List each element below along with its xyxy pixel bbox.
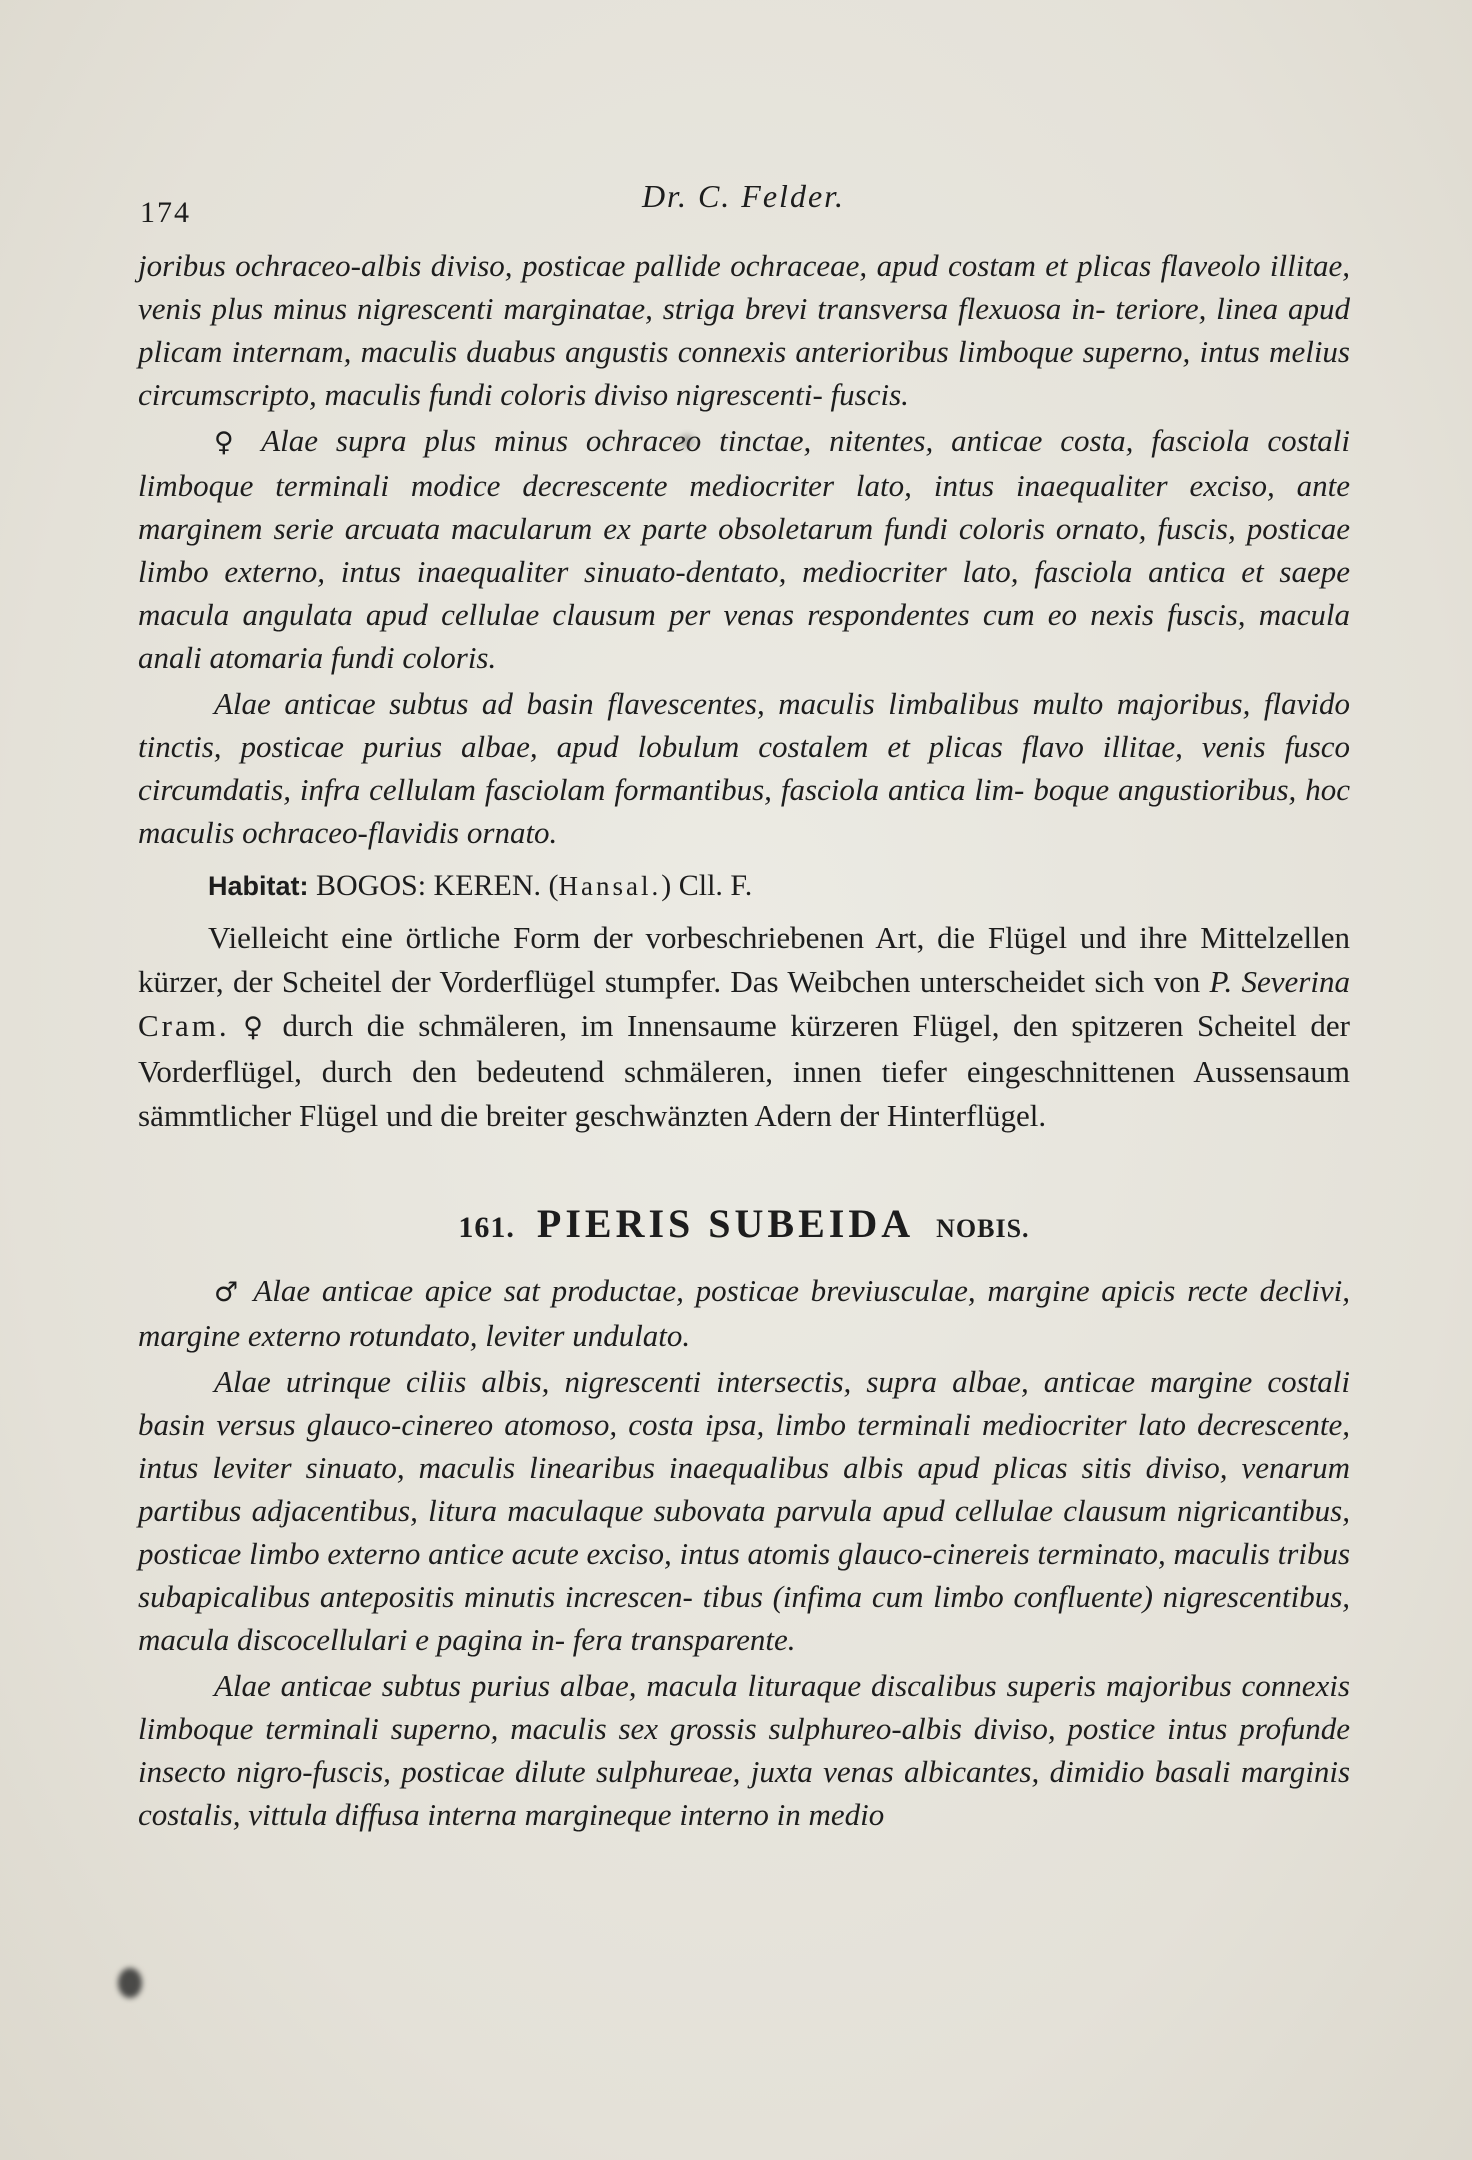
- text-line: eo nexis fuscis, macula anali atomaria fundi coloris.: [138, 597, 1350, 675]
- german-paragraph: [138, 916, 1350, 1138]
- running-title: Dr. C. Felder.: [641, 178, 846, 214]
- species-name: PIERIS SUBEIDA: [536, 1201, 915, 1246]
- habitat-collector: Hansal.: [558, 871, 662, 901]
- text-line: declivi, margine externo rotundato, leviter undulato.: [138, 1273, 1350, 1353]
- text-line: Alae utrinque ciliis albis, nigrescenti intersectis, supra albae, anticae margine: [214, 1364, 1253, 1399]
- female-symbol: ♀: [214, 427, 244, 458]
- text-line: intus profunde insecto nigro-fuscis, posticae dilute sulphureae, juxta venas albicantes,: [138, 1711, 1350, 1789]
- species-heading: [138, 1200, 1350, 1247]
- habitat-line: Habitat: BOGOS: KEREN. (Hansal.) Cll. F.: [208, 869, 753, 902]
- text-line: boque angustioribus, hoc maculis ochraceo-flavidis ornato.: [138, 772, 1350, 850]
- text-line: teriore, linea apud plicam internam, maculis duabus angustis connexis anterioribus: [138, 291, 1350, 369]
- species-author-tag: NOBIS.: [936, 1214, 1030, 1243]
- latin-paragraph-female-upperside: [138, 419, 1350, 679]
- text-line: fera transparente.: [572, 1622, 796, 1657]
- species-number: 161.: [458, 1211, 515, 1244]
- habitat-location: BOGOS: KEREN.: [316, 869, 542, 902]
- text-line: glauco-cinereis terminato, maculis tribus subapicalibus antepositis minutis increscen-: [138, 1536, 1351, 1614]
- text-line: costali basin versus glauco-cinereo atomoso, costa ipsa, limbo terminali mediocriter: [138, 1364, 1350, 1442]
- text-line: tibus (infima cum limbo confluente) nigrescentibus, macula discocellulari e pagina in-: [138, 1579, 1351, 1657]
- text-line: illitae, venis plus minus nigrescenti marginatae, striga brevi transversa flexuosa in-: [138, 248, 1350, 326]
- text-line: antica et saepe macula angulata apud cellulae clausum per venas respondentes cum: [138, 554, 1350, 632]
- text-line: sitis diviso, venarum partibus adjacentibus, litura maculaque subovata parvula apud: [138, 1450, 1350, 1528]
- latin-paragraph-continued: [138, 244, 1350, 416]
- page-body: [138, 244, 1350, 1836]
- text-line: lato decrescente, intus leviter sinuato, maculis linearibus inaequalibus albis apud plicas: [138, 1407, 1350, 1485]
- text-line: marginem serie arcuata macularum ex parte obsoletarum fundi coloris ornato, fuscis,: [138, 511, 1236, 546]
- female-symbol: ♀: [243, 1012, 269, 1043]
- text-line: limboque superno, intus melius circumscripto, maculis fundi coloris diviso nigrescenti-: [138, 334, 1350, 412]
- text-line: Alae anticae subtus purius albae, macula lituraque discalibus superis majoribus: [214, 1668, 1232, 1703]
- text-line: posticae limbo externo, intus inaequaliter sinuato-dentato, mediocriter lato, fasciola: [138, 511, 1350, 589]
- habitat-collection: Cll. F.: [678, 869, 753, 902]
- habitat-label: Habitat:: [208, 871, 309, 901]
- german-text-2: durch die schmäleren, im Innensaume kürzeren Flügel, den spitzeren Scheitel der Vorderflügel, durch den bedeutend schmäleren, innen tiefer eingeschnittenen Aussensaum sämmtlicher Flügel und die breiter geschwänzten Adern der Hinterflügel.: [138, 1008, 1350, 1133]
- page-header: [140, 178, 1347, 228]
- text-line: limboque terminali modice decrescente mediocriter lato, intus inaequaliter exciso, ante: [138, 468, 1350, 503]
- latin-paragraph-male-shape: [138, 1269, 1350, 1357]
- text-line: connexis limboque terminali superno, maculis sex grossis sulphureo-albis diviso, postice: [138, 1668, 1350, 1746]
- text-line: dimidio basali marginis costalis, vittula diffusa interna margineque interno in medio: [138, 1754, 1351, 1832]
- species-reference: P. Severina: [1209, 964, 1350, 999]
- species-author: Cram.: [138, 1008, 230, 1043]
- text-line: venis fusco circumdatis, infra cellulam fasciolam formantibus, fasciola antica lim-: [138, 729, 1351, 807]
- text-line: Alae supra plus minus ochraceo tinctae, nitentes, anticae costa, fasciola costali: [243, 423, 1350, 458]
- text-line: Alae anticae subtus ad basin flavescentes, maculis limbalibus multo majoribus,: [214, 686, 1251, 721]
- latin-paragraph-male-underside: [138, 1664, 1350, 1836]
- latin-paragraph-male-upperside: [138, 1360, 1350, 1661]
- german-text-1: Vielleicht eine örtliche Form der vorbeschriebenen Art, die Flügel und ihre Mittelzellen kürzer, der Scheitel der Vorderflügel stumpfer. Das Weibchen unterscheidet sich von: [138, 920, 1350, 999]
- male-symbol: ♂: [214, 1277, 243, 1308]
- ink-speck: [680, 434, 694, 448]
- text-line: joribus ochraceo-albis diviso, posticae pallide ochraceae, apud costam et plicas flaveolo: [138, 248, 1261, 283]
- text-line: fuscis.: [830, 377, 909, 412]
- ink-speck: [118, 1968, 142, 1998]
- latin-paragraph-underside: [138, 682, 1350, 854]
- text-line: flavido tinctis, posticae purius albae, apud lobulum costalem et plicas flavo illitae,: [138, 686, 1350, 764]
- text-line: Alae anticae apice sat productae, posticae breviusculae, margine apicis recte: [242, 1273, 1248, 1308]
- page-number: 174: [140, 196, 191, 229]
- text-line: cellulae clausum nigricantibus, posticae limbo externo antice acute exciso, intus atomis: [138, 1493, 1350, 1571]
